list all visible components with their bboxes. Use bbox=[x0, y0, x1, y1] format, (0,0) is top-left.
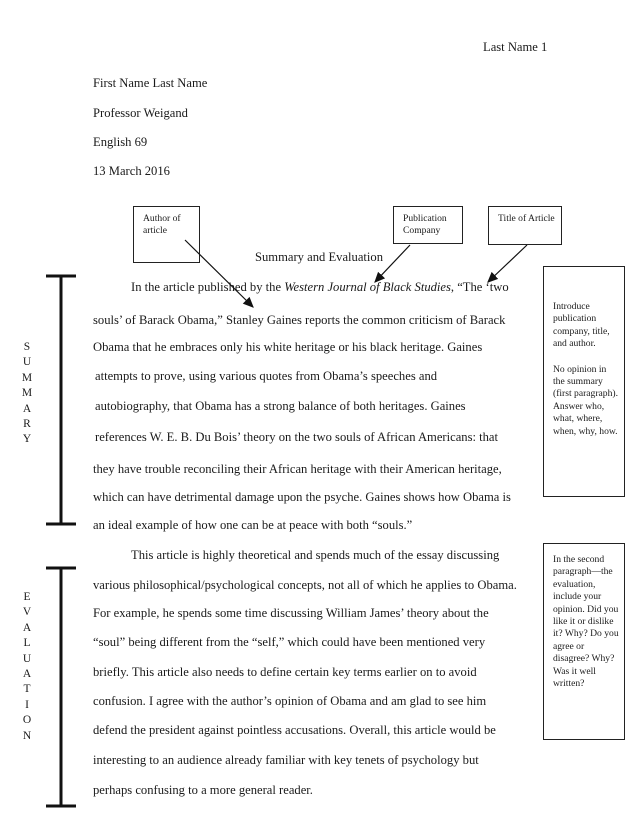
evaluation-letter: V bbox=[22, 606, 32, 619]
publication-arrow bbox=[375, 245, 410, 282]
evaluation-letter: O bbox=[22, 714, 32, 727]
title-arrow bbox=[488, 245, 527, 282]
summary-note-rules: No opinion in the summary (first paragraph). Answer who, what, where, when, why, how. bbox=[553, 363, 618, 437]
student-name: First Name Last Name bbox=[93, 76, 208, 90]
body-line: For example, he spends some time discussing William James’ theory about the bbox=[93, 606, 489, 620]
evaluation-letter: T bbox=[23, 683, 31, 696]
summary-letter: Y bbox=[22, 433, 32, 446]
evaluation-letter: E bbox=[23, 591, 31, 603]
course-name: English 69 bbox=[93, 135, 148, 149]
body-line: interesting to an audience already familiar with key tenets of psychology but bbox=[93, 753, 479, 767]
callout-author-text: Author of article bbox=[143, 213, 181, 237]
summary-letter: M bbox=[21, 371, 33, 384]
summary-letter: U bbox=[22, 356, 32, 369]
body-line: attempts to prove, using various quotes from Obama’s speeches and bbox=[95, 369, 438, 383]
body-line: This article is highly theoretical and spends much of the essay discussing bbox=[131, 548, 500, 562]
body-line: various philosophical/psychological concepts, not all of which he applies to Obama. bbox=[93, 578, 517, 592]
summary-letter: M bbox=[21, 387, 33, 400]
body-line: briefly. This article also needs to define certain key terms earlier on to avoid bbox=[93, 665, 477, 679]
callout-title-text: Title of Article bbox=[498, 213, 555, 224]
essay-title: Summary and Evaluation bbox=[255, 250, 384, 264]
body-line: Obama that he embraces only his white heritage or his black heritage. Gaines bbox=[93, 340, 483, 354]
body-line-1-post: , “The ‘two bbox=[450, 280, 509, 294]
professor-name: Professor Weigand bbox=[93, 106, 188, 120]
callout-publication-text: Publication Company bbox=[403, 213, 447, 237]
summary-note-intro: Introduce publication company, title, and author. bbox=[553, 301, 610, 350]
journal-title: Western Journal of Black Studies bbox=[284, 280, 451, 294]
body-line: confusion. I agree with the author’s opinion of Obama and am glad to see him bbox=[93, 694, 487, 708]
evaluation-letter: A bbox=[22, 668, 32, 681]
evaluation-bracket bbox=[46, 568, 76, 806]
summary-bracket bbox=[46, 276, 76, 524]
body-line: autobiography, that Obama has a strong balance of both heritages. Gaines bbox=[95, 399, 466, 413]
evaluation-letter: L bbox=[23, 637, 31, 650]
author-arrow bbox=[185, 240, 253, 307]
body-line: which can have detrimental damage upon the psyche. Gaines shows how Obama is bbox=[93, 490, 511, 504]
body-line: defend the president against pointless accusations. Overall, this article would be bbox=[93, 723, 496, 737]
body-line: souls’ of Barack Obama,” Stanley Gaines reports the common criticism of Barack bbox=[93, 313, 506, 327]
body-line: they have trouble reconciling their African heritage with their American heritage, bbox=[93, 462, 502, 476]
evaluation-note-text: In the second paragraph—the evaluation, include your opinion. Did you like it or dislike it? Why? Do you agree or disagree? Why? Was it well written? bbox=[553, 554, 619, 690]
evaluation-letter: U bbox=[22, 652, 32, 665]
body-line: an ideal example of how one can be at peace with both “souls.” bbox=[93, 518, 413, 532]
body-line-1-pre: In the article published by the bbox=[131, 280, 285, 294]
body-line: “soul” being different from the “self,” which could have been mentioned very bbox=[93, 635, 486, 649]
evaluation-letter: N bbox=[22, 729, 32, 742]
summary-letter: A bbox=[22, 402, 32, 415]
date: 13 March 2016 bbox=[93, 164, 170, 178]
running-head: Last Name 1 bbox=[483, 40, 548, 54]
evaluation-letter: A bbox=[22, 621, 32, 634]
summary-letter: S bbox=[23, 341, 31, 353]
evaluation-letter: I bbox=[25, 698, 29, 711]
summary-letter: R bbox=[23, 418, 31, 431]
body-line: references W. E. B. Du Bois’ theory on the two souls of African Americans: that bbox=[95, 430, 499, 444]
body-line: perhaps confusing to a more general reader. bbox=[93, 783, 313, 797]
